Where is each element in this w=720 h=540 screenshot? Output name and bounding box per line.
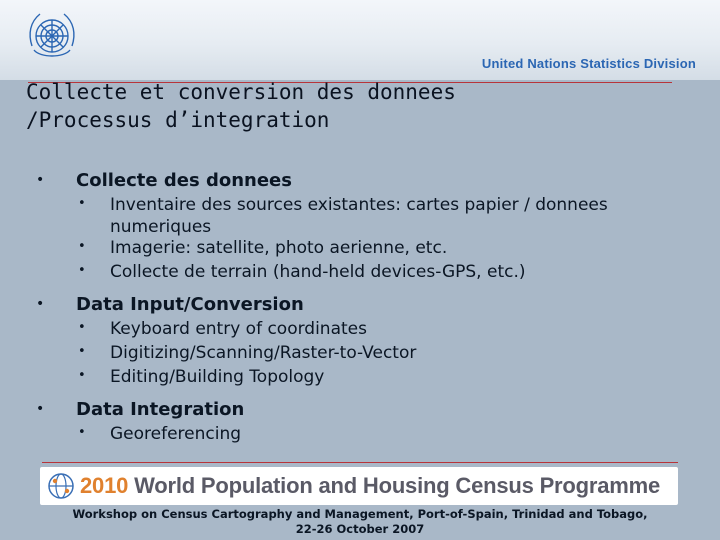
banner-title-rest: World Population and Housing Census Programme bbox=[128, 473, 661, 498]
un-emblem-icon bbox=[20, 6, 84, 70]
title-line-1: Collecte et conversion des donnees bbox=[26, 80, 456, 104]
footer-line-1: Workshop on Census Cartography and Management, Port-of-Spain, Trinidad and Tobago, bbox=[72, 507, 648, 521]
bullet-heading: Data Input/Conversion bbox=[76, 294, 304, 315]
sub-bullet-icon: • bbox=[78, 196, 86, 211]
sub-bullet-icon: • bbox=[78, 263, 86, 278]
sub-bullet-item: Georeferencing bbox=[110, 424, 242, 444]
census-programme-banner bbox=[40, 467, 678, 505]
sub-bullet-item: Imagerie: satellite, photo aerienne, etc. bbox=[110, 238, 448, 258]
banner-title bbox=[80, 473, 660, 499]
title-line-2: /Processus d’integration bbox=[26, 108, 330, 132]
bullet-icon: • bbox=[36, 172, 45, 188]
header-band bbox=[0, 0, 720, 80]
sub-bullet-item: Collecte de terrain (hand-held devices-GPS, etc.) bbox=[110, 262, 526, 282]
sub-bullet-item: Editing/Building Topology bbox=[110, 367, 325, 387]
sub-bullet-item: Digitizing/Scanning/Raster-to-Vector bbox=[110, 343, 417, 363]
division-name: United Nations Statistics Division bbox=[481, 56, 696, 71]
bullet-heading: Data Integration bbox=[76, 399, 245, 420]
sub-bullet-item: Inventaire des sources existantes: cartes papier / donnees numeriques bbox=[110, 195, 608, 237]
footer-rule bbox=[42, 462, 678, 463]
sub-bullet-icon: • bbox=[78, 320, 86, 335]
sub-bullet-icon: • bbox=[78, 368, 86, 383]
census-globe-icon bbox=[46, 471, 76, 501]
footer-caption bbox=[0, 507, 720, 537]
sub-bullet-item: Keyboard entry of coordinates bbox=[110, 319, 367, 339]
bullet-icon: • bbox=[36, 296, 45, 312]
bullet-heading: Collecte des donnees bbox=[76, 170, 292, 191]
bullet-icon: • bbox=[36, 401, 45, 417]
page-title bbox=[26, 78, 456, 134]
sub-bullet-icon: • bbox=[78, 344, 86, 359]
banner-year: 2010 bbox=[80, 473, 129, 498]
sub-bullet-icon: • bbox=[78, 239, 86, 254]
sub-bullet-icon: • bbox=[78, 425, 86, 440]
footer-line-2: 22-26 October 2007 bbox=[295, 522, 425, 536]
